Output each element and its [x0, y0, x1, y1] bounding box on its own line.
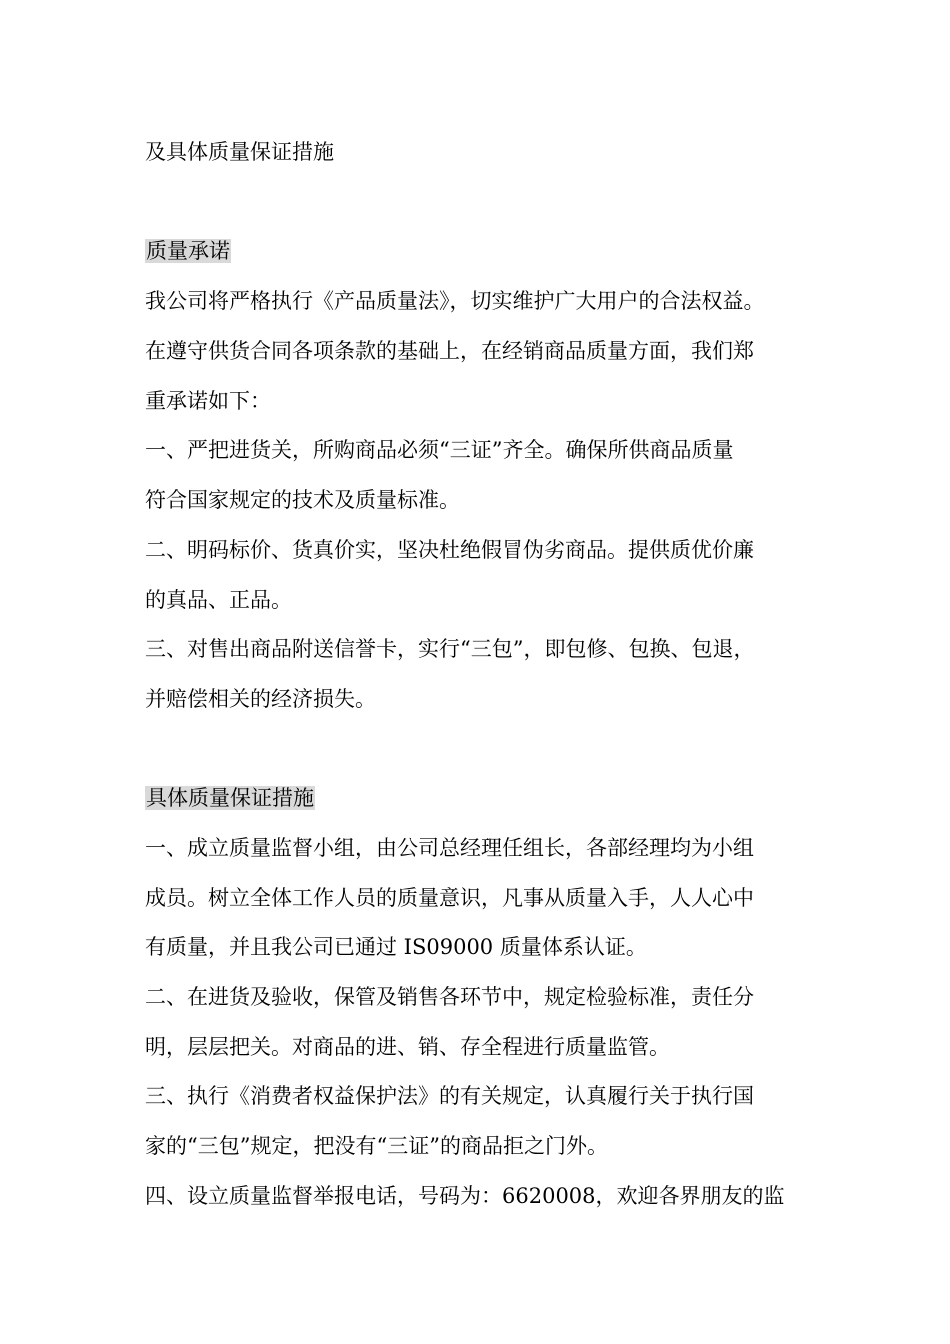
paragraph-line: 一、成立质量监督小组，由公司总经理任组长，各部经理均为小组	[145, 836, 754, 860]
paragraph-line: 一、严把进货关，所购商品必须“三证”齐全。确保所供商品质量	[145, 438, 734, 462]
paragraph-line: 四、设立质量监督举报电话，号码为：6620008，欢迎各界朋友的监	[145, 1184, 785, 1208]
section-heading-quality-commitment	[145, 237, 231, 265]
paragraph-line: 符合国家规定的技术及质量标准。	[145, 488, 460, 512]
paragraph-line: 的真品、正品。	[145, 588, 292, 612]
paragraph-line: 三、执行《消费者权益保护法》的有关规定，认真履行关于执行国	[145, 1084, 754, 1108]
paragraph-line: 成员。树立全体工作人员的质量意识，凡事从质量入手，人人心中	[145, 886, 754, 910]
paragraph-line: 在遵守供货合同各项条款的基础上，在经销商品质量方面，我们郑	[145, 339, 754, 363]
doc-title: 及具体质量保证措施	[145, 140, 334, 164]
paragraph-line: 重承诺如下：	[145, 389, 271, 413]
paragraph-line: 我公司将严格执行《产品质量法》，切实维护广大用户的合法权益。	[145, 289, 765, 313]
section-heading-quality-measures	[145, 784, 315, 812]
heading-highlight: 质量承诺	[146, 239, 230, 263]
paragraph-line: 二、在进货及验收，保管及销售各环节中，规定检验标准，责任分	[145, 985, 754, 1009]
paragraph-line: 三、对售出商品附送信誉卡，实行“三包”，即包修、包换、包退，	[145, 637, 755, 661]
heading-highlight: 具体质量保证措施	[146, 786, 314, 810]
paragraph-line: 有质量，并且我公司已通过 IS09000 质量体系认证。	[145, 935, 647, 959]
paragraph-line: 家的“三包”规定，把没有“三证”的商品拒之门外。	[145, 1134, 608, 1158]
paragraph-line: 二、明码标价、货真价实，坚决杜绝假冒伪劣商品。提供质优价廉	[145, 538, 754, 562]
paragraph-line: 明，层层把关。对商品的进、销、存全程进行质量监管。	[145, 1035, 670, 1059]
paragraph-line: 并赔偿相关的经济损失。	[145, 687, 376, 711]
